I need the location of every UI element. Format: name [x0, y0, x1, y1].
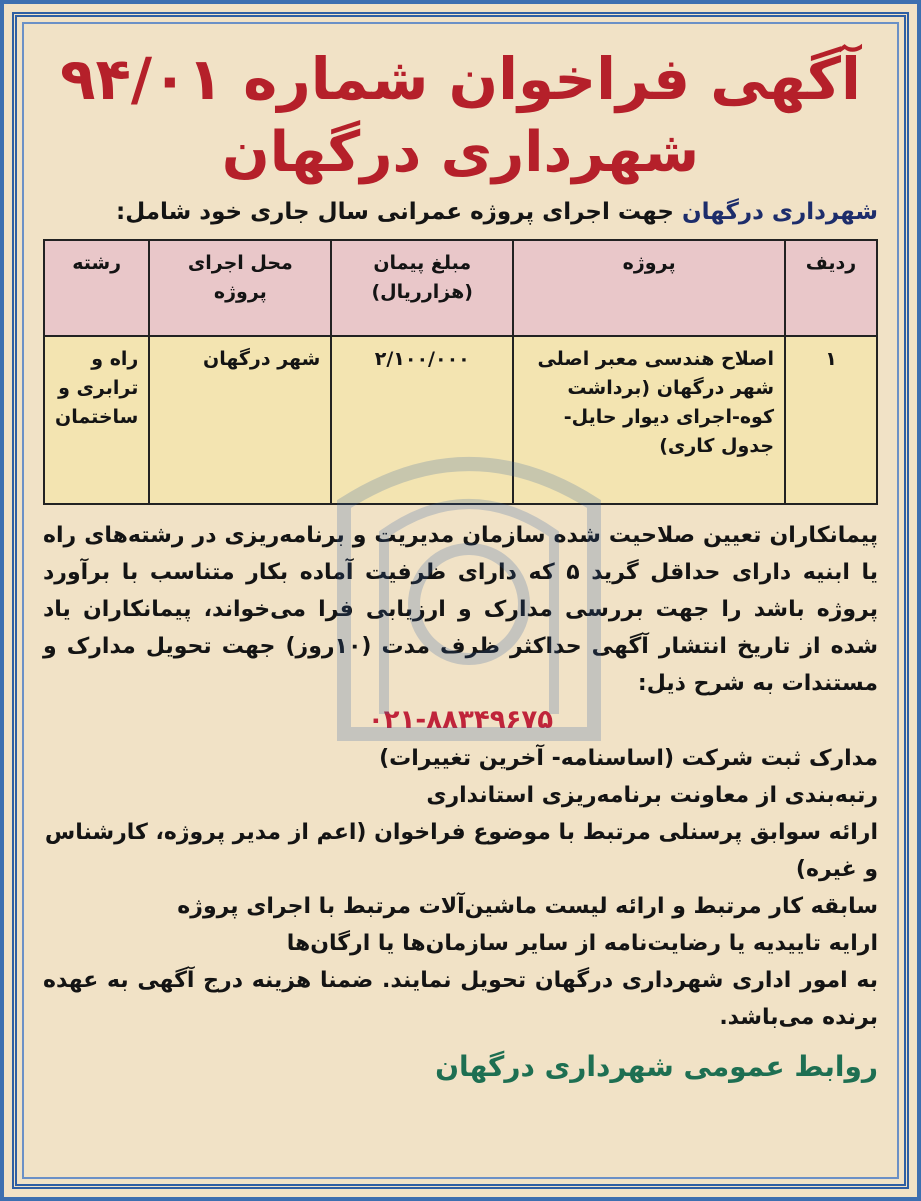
table-row: [44, 336, 877, 504]
intro-rest: جهت اجرای پروژه عمرانی سال جاری خود شامل:: [116, 199, 682, 225]
header-location: محل اجرای پروژه: [149, 240, 331, 336]
cell-amount: ۲/۱۰۰/۰۰۰: [331, 336, 513, 504]
headline-line2: شهرداری درگهان: [221, 120, 700, 185]
requirement-item-4: سابقه کار مرتبط و ارائه لیست ماشین‌آلات مرتبط با اجرای پروژه: [177, 894, 878, 919]
requirement-item-2: رتبه‌بندی از معاونت برنامه‌ریزی استانداری: [426, 783, 878, 808]
closing-paragraph: به امور اداری شهرداری درگهان تحویل نمایند. ضمنا هزینه درج آگهی به عهده برنده می‌باشد.: [43, 968, 878, 1030]
footer-signature: روابط عمومی شهرداری درگهان: [435, 1050, 878, 1083]
header-project: پروژه: [513, 240, 785, 336]
body-paragraph: پیمانکاران تعیین صلاحیت شده سازمان مدیریت و برنامه‌ریزی در رشته‌های راه یا ابنیه دارای حداقل گرید ۵ که دارای ظرفیت آماده بکار متناسب با برآورد پروژه باشد را جهت بررسی مدارک و ارزیابی فرا می‌خواند، پیمانکاران یاد شده از تاریخ انتشار آگهی حداکثر ظرف مدت (۱۰روز) جهت تحویل مدارک و مستندات به شرح ذیل:: [43, 523, 878, 696]
cell-field: راه و ترابری و ساختمان: [44, 336, 149, 504]
header-amount: مبلغ پیمان (هزارریال): [331, 240, 513, 336]
intro-org: شهرداری درگهان: [682, 199, 878, 225]
watermark-phone: ۰۲۱-۸۸۳۴۹۶۷۵: [367, 705, 554, 735]
requirement-item-5: ارایه تاییدیه یا رضایت‌نامه از سایر سازمان‌ها یا ارگان‌ها: [286, 931, 878, 956]
header-row-no: ردیف: [785, 240, 877, 336]
cell-project: اصلاح هندسی معبر اصلی شهر درگهان (برداشت کوه-اجرای دیوار حایل- جدول کاری): [513, 336, 785, 504]
header-field: رشته: [44, 240, 149, 336]
announcement-body: [43, 517, 878, 1036]
headline-line1: آگهی فراخوان شماره ۹۴/۰۱: [60, 45, 861, 113]
table-header-row: [44, 240, 877, 336]
intro-text: [43, 195, 878, 229]
cell-row-no: ۱: [785, 336, 877, 504]
requirement-item-1: مدارک ثبت شرکت (اساسنامه- آخرین تغییرات): [379, 746, 878, 771]
advertisement-frame: [12, 12, 909, 1189]
requirement-item-3: ارائه سوابق پرسنلی مرتبط با موضوع فراخوان (اعم از مدیر پروژه، کارشناس و غیره): [44, 820, 878, 882]
projects-table: [43, 239, 878, 505]
cell-location: شهر درگهان: [149, 336, 331, 504]
